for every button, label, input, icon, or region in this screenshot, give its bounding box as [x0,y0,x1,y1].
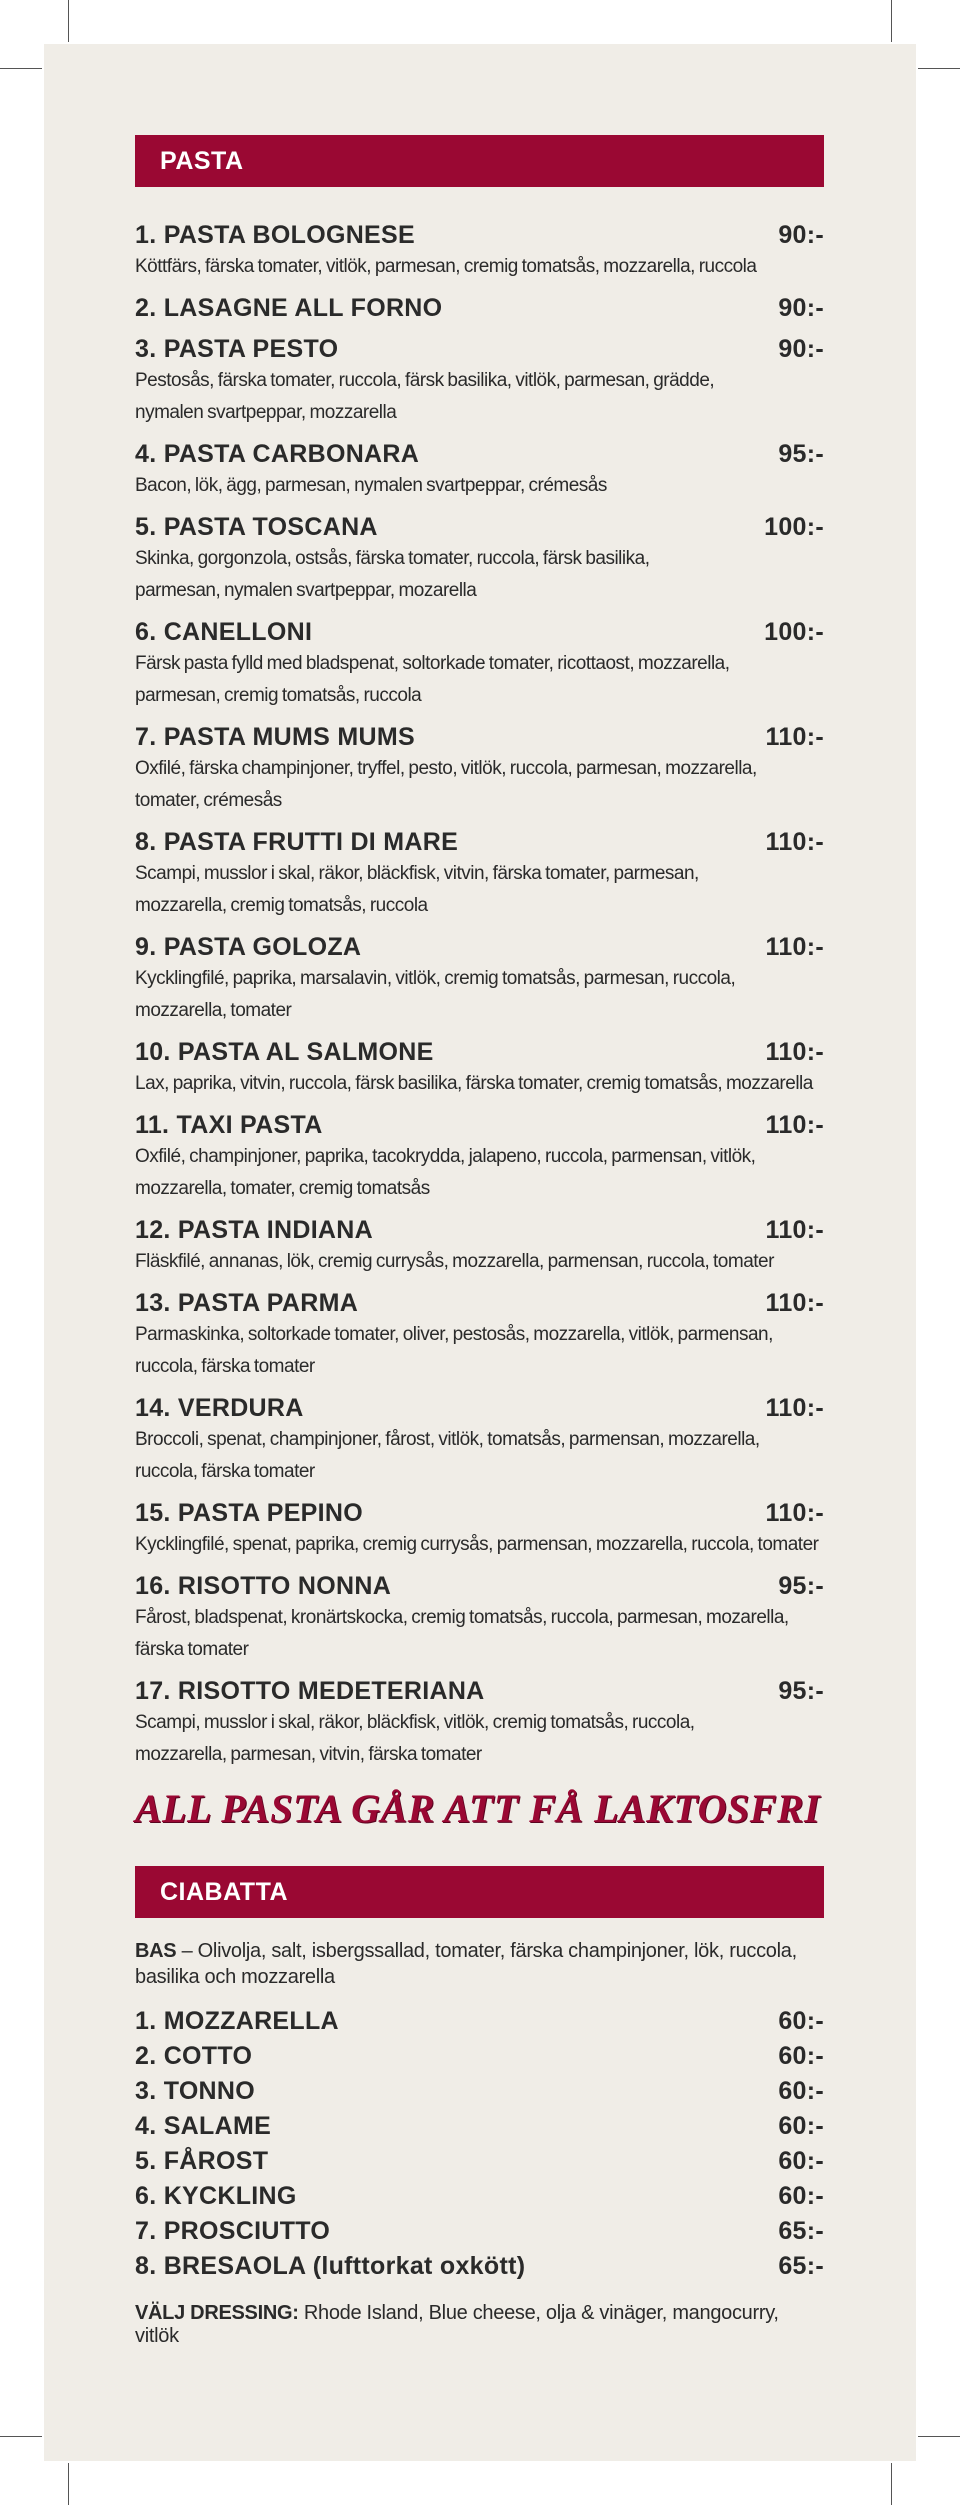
item-name: 4. PASTA CARBONARA [135,440,420,468]
item-description: Fårost, bladspenat, kronärtskocka, cremig tomatsås, ruccola, parmesan, mozarella, färska tomater [135,1607,789,1660]
item-name: 1. MOZZARELLA [135,2007,339,2035]
pasta-item [135,1675,824,1771]
crop-mark [68,0,69,42]
ciabatta-list [135,2004,824,2284]
item-name: 10. PASTA AL SALMONE [135,1038,434,1066]
item-name: 17. RISOTTO MEDETERIANA [135,1677,485,1705]
dressing-text: Rhode Island, Blue cheese, olja & vinäger, mangocurry, vitlök [135,2302,779,2347]
item-description: Köttfärs, färska tomater, vitlök, parmesan, cremig tomatsås, mozzarella, ruccola [135,256,757,277]
item-price: 110:- [765,1216,824,1244]
ciabatta-base-description [135,1938,824,1990]
item-price: 60:- [778,2007,824,2035]
item-description: Broccoli, spenat, champinjoner, fårost, vitlök, tomatsås, parmensan, mozzarella, ruccola, färska tomater [135,1429,760,1482]
ciabatta-item [135,2144,824,2179]
pasta-item [135,1392,824,1488]
crop-mark [0,68,42,69]
pasta-item [135,1287,824,1383]
crop-mark [918,2436,960,2437]
item-price: 90:- [778,294,824,322]
item-name: 8. PASTA FRUTTI DI MARE [135,828,459,856]
pasta-item [135,1570,824,1666]
item-description: Lax, paprika, vitvin, ruccola, färsk basilika, färska tomater, cremig tomatsås, mozzarella [135,1073,813,1094]
item-description: Bacon, lök, ägg, parmesan, nymalen svartpeppar, crémesås [135,475,607,496]
item-name: 2. LASAGNE ALL FORNO [135,294,443,322]
pasta-item [135,721,824,817]
item-description: Kycklingfilé, paprika, marsalavin, vitlök, cremig tomatsås, parmesan, ruccola, mozzarella, tomater [135,968,736,1021]
item-price: 110:- [765,723,824,751]
item-name: 6. KYCKLING [135,2182,297,2210]
item-price: 95:- [778,1677,824,1705]
item-price: 60:- [778,2042,824,2070]
item-description: Pestosås, färska tomater, ruccola, färsk basilika, vitlök, parmesan, grädde, nymalen svartpeppar, mozzarella [135,370,715,423]
item-price: 95:- [778,1572,824,1600]
crop-mark [891,0,892,42]
menu-page [44,44,916,2461]
item-description: Skinka, gorgonzola, ostsås, färska tomater, ruccola, färsk basilika, parmesan, nymalen svartpeppar, mozarella [135,548,650,601]
item-name: 2. COTTO [135,2042,253,2070]
item-price: 65:- [778,2217,824,2245]
dressing-options [135,2302,824,2348]
item-name: 3. PASTA PESTO [135,335,339,363]
item-price: 60:- [778,2077,824,2105]
item-price: 65:- [778,2252,824,2280]
pasta-item [135,438,824,502]
item-name: 11. TAXI PASTA [135,1111,323,1139]
pasta-item [135,826,824,922]
pasta-item [135,931,824,1027]
crop-mark [918,68,960,69]
ciabatta-section-header: CIABATTA [135,1866,824,1918]
item-price: 110:- [765,1499,824,1527]
ciabatta-item [135,2004,824,2039]
item-price: 110:- [765,1038,824,1066]
ciabatta-item [135,2179,824,2214]
item-name: 14. VERDURA [135,1394,304,1422]
item-price: 90:- [778,221,824,249]
pasta-list [135,219,824,1771]
ciabatta-item [135,2039,824,2074]
lactose-free-slogan: ALL PASTA GÅR ATT FÅ LAKTOSFRI [135,1786,821,1831]
base-label: BAS [135,1940,177,1962]
item-price: 100:- [764,618,824,646]
pasta-item [135,1214,824,1278]
item-description: Färsk pasta fylld med bladspenat, soltorkade tomater, ricottaost, mozzarella, parmesan, cremig tomatsås, ruccola [135,653,730,706]
item-price: 110:- [765,1111,824,1139]
item-description: Oxfilé, champinjoner, paprika, tacokrydda, jalapeno, ruccola, parmensan, vitlök, mozzarella, tomater, cremig tomatsås [135,1146,756,1199]
pasta-item [135,616,824,712]
item-price: 110:- [765,828,824,856]
item-price: 90:- [778,335,824,363]
item-price: 110:- [765,1289,824,1317]
item-name: 5. PASTA TOSCANA [135,513,378,541]
ciabatta-item [135,2109,824,2144]
pasta-section-header: PASTA [135,135,824,187]
pasta-item [135,1497,824,1561]
ciabatta-item [135,2214,824,2249]
crop-mark [68,2463,69,2505]
item-name: 9. PASTA GOLOZA [135,933,362,961]
item-description: Fläskfilé, annanas, lök, cremig currysås, mozzarella, parmensan, ruccola, tomater [135,1251,774,1272]
pasta-item [135,292,824,324]
item-name: 13. PASTA PARMA [135,1289,359,1317]
pasta-item [135,219,824,283]
item-name: 6. CANELLONI [135,618,313,646]
item-description: Oxfilé, färska champinjoner, tryffel, pesto, vitlök, ruccola, parmesan, mozzarella, tomater, crémesås [135,758,757,811]
crop-mark [891,2463,892,2505]
ciabatta-item [135,2074,824,2109]
item-description: Scampi, musslor i skal, räkor, bläckfisk, vitlök, cremig tomatsås, ruccola, mozzarella, parmesan, vitvin, färska tomater [135,1712,695,1765]
item-price: 110:- [765,1394,824,1422]
pasta-item [135,511,824,607]
item-name: 4. SALAME [135,2112,272,2140]
item-name: 7. PROSCIUTTO [135,2217,331,2245]
item-price: 60:- [778,2147,824,2175]
item-price: 60:- [778,2182,824,2210]
item-price: 100:- [764,513,824,541]
item-name: 7. PASTA MUMS MUMS [135,723,415,751]
crop-mark [0,2436,42,2437]
item-name: 5. FÅROST [135,2147,269,2175]
item-name: 16. RISOTTO NONNA [135,1572,392,1600]
base-text: – Olivolja, salt, isbergssallad, tomater, färska champinjoner, lök, ruccola, basilika och mozzarella [135,1940,797,1988]
pasta-item [135,1109,824,1205]
item-description: Parmaskinka, soltorkade tomater, oliver, pestosås, mozzarella, vitlök, parmensan, ruccola, färska tomater [135,1324,773,1377]
menu-content [135,44,824,2348]
pasta-item [135,1036,824,1100]
item-name: 1. PASTA BOLOGNESE [135,221,415,249]
item-price: 95:- [778,440,824,468]
item-price: 110:- [765,933,824,961]
item-name: 8. BRESAOLA (lufttorkat oxkött) [135,2252,526,2280]
item-price: 60:- [778,2112,824,2140]
item-description: Kycklingfilé, spenat, paprika, cremig currysås, parmensan, mozzarella, ruccola, tomater [135,1534,819,1555]
ciabatta-item [135,2249,824,2284]
item-description: Scampi, musslor i skal, räkor, bläckfisk, vitvin, färska tomater, parmesan, mozzarella, cremig tomatsås, ruccola [135,863,699,916]
item-name: 3. TONNO [135,2077,256,2105]
item-name: 15. PASTA PEPINO [135,1499,364,1527]
item-name: 12. PASTA INDIANA [135,1216,373,1244]
dressing-label: VÄLJ DRESSING: [135,2302,299,2324]
pasta-item [135,333,824,429]
